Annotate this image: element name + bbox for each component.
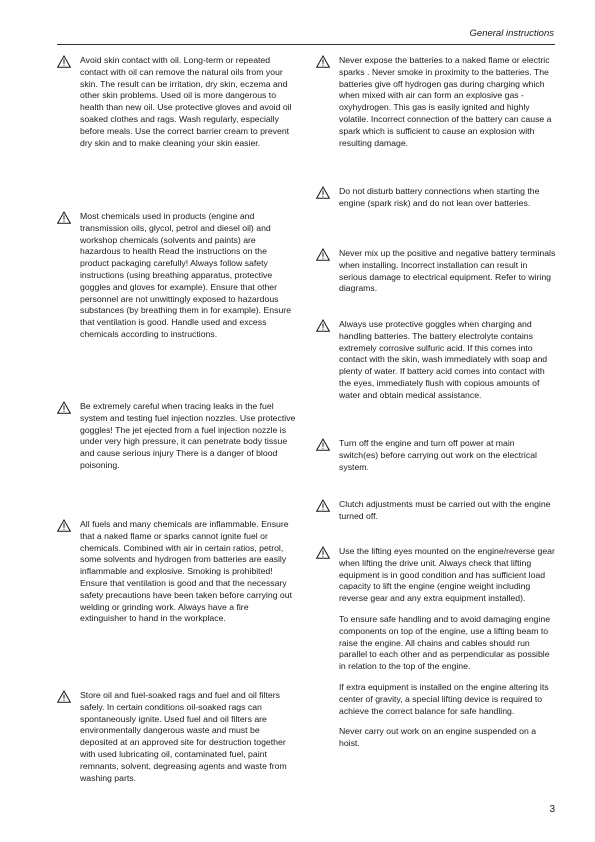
warning-item (57, 211, 297, 341)
warning-item (316, 499, 556, 523)
warning-text: Always use protective goggles when charging and handling batteries. The battery electrolyte contains extremely corrosive sulfuric acid. If this comes into contact with the skin, wash immediately with soap and plenty of water. If battery acid comes into contact with the eyes, immediately flush with copious amounts of water and obtain medical assistance. (339, 319, 548, 400)
warning-triangle-icon (316, 546, 330, 559)
warning-triangle-icon (316, 438, 330, 451)
warning-triangle-icon (57, 519, 71, 532)
warning-text: Never carry out work on an engine suspended on a hoist. (339, 726, 537, 749)
page-number: 3 (549, 804, 555, 815)
warning-text: Never expose the batteries to a naked flame or electric sparks . Never smoke in proximity to the batteries. The batteries give off hydrogen gas during charging which when mixed with air can form an explosive gas - oxyhydrogen. This gas is easily ignited and highly volatile. Incorrect connection of the battery can cause a spark which is sufficient to cause an explosion with resulting damage. (339, 55, 552, 148)
warning-item (316, 248, 556, 295)
warning-item (316, 55, 556, 149)
warning-item (316, 438, 556, 473)
warning-triangle-icon (316, 248, 330, 261)
warning-triangle-icon (316, 55, 330, 68)
warning-triangle-icon (316, 499, 330, 512)
warning-item (57, 401, 297, 472)
warning-triangle-icon (57, 55, 71, 68)
warning-text: Clutch adjustments must be carried out with the engine turned off. (339, 499, 551, 521)
warning-text: Do not disturb battery connections when starting the engine (spark risk) and do not lean over batteries. (339, 186, 540, 208)
warning-text: Avoid skin contact with oil. Long-term or repeated contact with oil can remove the natural oils from your skin. The result can be irritation, dry skin, eczema and other skin problems. Used oil is more dangerous to health than new oil. Use protective gloves and avoid oil soaked clothes and rags. Wash regularly, especially before meals. Use the correct barrier cream to prevent dry skin and to make cleaning your skin easier. (80, 55, 292, 148)
warning-text: Use the lifting eyes mounted on the engine/reverse gear when lifting the drive unit. Always check that lifting equipment is in good condition and has sufficient load capacity to lift the engine (engine weight including reverse gear and any extra equipment installed). (339, 546, 555, 604)
header-divider (57, 44, 555, 45)
warning-text: All fuels and many chemicals are inflammable. Ensure that a naked flame or sparks cannot ignite fuel or chemicals. Combined with air in certain ratios, petrol, some solvents and hydrogen from batteries are easily inflammable and explosive. Smoking is prohibited! Ensure that ventilation is good and that the necessary safety precautions have been taken before carrying out welding or grinding work. Always have a fire extinguisher to hand in the workplace. (80, 519, 293, 624)
section-title: General instructions (469, 28, 554, 39)
warning-text: Never mix up the positive and negative battery terminals when installing. Incorrect installation can result in serious damage to electrical equipment. Refer to wiring diagrams. (339, 248, 556, 294)
warning-text: To ensure safe handling and to avoid damaging engine components on top of the engine, use a lifting beam to raise the engine. All chains and cables should run parallel to each other and as perpendicular as possible in relation to the top of the engine. (339, 613, 551, 672)
warning-triangle-icon (57, 690, 71, 703)
warning-text: Store oil and fuel-soaked rags and fuel and oil filters safely. In certain conditions oil-soaked rags can spontaneously ignite. Used fuel and oil filters are environmentally dangerous waste and must be deposited at an approved site for destruction together with used lubricating oil, contaminated fuel, paint remnants, solvent, degreasing agents and waste from washing parts. (80, 690, 287, 783)
warning-text: Most chemicals used in products (engine and transmission oils, glycol, petrol and diesel oil) and workshop chemicals (solvents and paints) are hazardous to health Read the instructions on the product packaging carefully! Always follow safety instructions (using breathing apparatus, protective goggles and gloves for example). Ensure that other personnel are not unwittingly exposed to hazardous substances (by breathing them in for example). Ensure that ventilation is good. Handle used and excess chemicals according to instructions. (80, 211, 292, 339)
warning-triangle-icon (57, 211, 71, 224)
warning-item (316, 546, 556, 750)
warning-item (57, 690, 297, 784)
warning-triangle-icon (316, 319, 330, 332)
warning-triangle-icon (57, 401, 71, 414)
warning-text: Turn off the engine and turn off power at main switch(es) before carrying out work on the electrical system. (339, 438, 537, 472)
warning-item (316, 186, 556, 210)
warning-triangle-icon (316, 186, 330, 199)
warning-text: If extra equipment is installed on the engine altering its center of gravity, a special lifting device is required to achieve the correct balance for safe handling. (339, 681, 549, 716)
warning-item (57, 519, 297, 625)
warning-item (57, 55, 297, 149)
warning-item (316, 319, 556, 402)
warning-text: Be extremely careful when tracing leaks in the fuel system and testing fuel injection nozzles. Use protective goggles! The jet ejected from a fuel injection nozzle is under very high pressure, it can penetrate body tissue and cause serious injury There is a danger of blood poisoning. (80, 401, 296, 470)
